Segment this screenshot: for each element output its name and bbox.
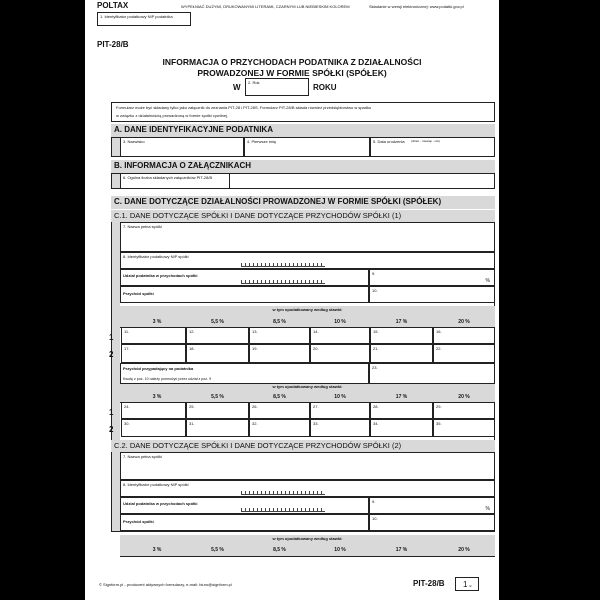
company-share-label: Udział podatnika w przychodach spółki (123, 273, 198, 278)
company2-income-label: Przychód spółki (123, 519, 154, 524)
section-c1-header (111, 210, 495, 222)
rate-17: 17 % (395, 547, 408, 553)
t2-r1-c3[interactable] (249, 402, 310, 419)
cell-num: 24. (124, 404, 130, 409)
title-roku: ROKU (313, 83, 337, 92)
company2-income-field[interactable] (369, 514, 495, 531)
t2-r1-c5[interactable] (370, 402, 433, 419)
company2-nip-field[interactable] (120, 480, 495, 497)
rate-10: 10 % (334, 319, 346, 325)
company2-name-field[interactable] (120, 452, 495, 480)
rate-10: 10 % (334, 547, 346, 553)
percent-sign: % (485, 278, 490, 284)
rate-10: 10 % (334, 394, 346, 400)
cell-num: 12. (189, 329, 195, 334)
t1-r2-c2[interactable] (186, 344, 249, 363)
t2-r1-c4[interactable] (310, 402, 370, 419)
form-page (85, 0, 499, 600)
cell-num: 21. (373, 346, 379, 351)
form-title-line2: PROWADZONEJ W FORMIE SPÓŁKI (SPÓŁEK) (197, 68, 387, 78)
cell-num: 20. (313, 346, 319, 351)
t2-row1-label: 1 (109, 408, 114, 417)
cell-num: 32. (252, 421, 258, 426)
t2-r2-c4[interactable] (310, 419, 370, 437)
intro-line1: Formularz może być składany tylko jako załącznik do zeznania PIT-28 i PIT-28S. Formularz PIT-28/B składa również przedsiębiorstwo w spadku (116, 105, 372, 110)
t2-r2-c6[interactable] (433, 419, 495, 437)
company2-name-label: 7. Nazwa pełna spółki (123, 454, 162, 459)
company-share-row (120, 269, 369, 286)
footer-form-code: PIT-28/B (413, 579, 445, 588)
t1-row1-label: 1 (109, 333, 114, 342)
t1-r2-c4[interactable] (310, 344, 370, 363)
cell-num: 14. (313, 329, 319, 334)
company2-share-num: 9. (372, 499, 376, 504)
company2-income-row (120, 514, 369, 531)
cell-num: 26. (252, 404, 258, 409)
year-field[interactable] (245, 78, 309, 96)
rate-5-5: 5,5 % (211, 319, 224, 325)
first-name-field[interactable] (244, 137, 370, 157)
t1-r1-c2[interactable] (186, 327, 249, 344)
t2-r1-c1[interactable] (121, 402, 186, 419)
attrib-income-label: Przychód przypadający na podatnika (123, 366, 194, 371)
t2-r1-c6[interactable] (433, 402, 495, 419)
cell-num: 31. (189, 421, 195, 426)
form-code: PIT-28/B (97, 40, 129, 49)
rate-8-5: 8,5 % (273, 547, 286, 553)
rate-3: 3 % (152, 547, 162, 553)
rate-3: 3 % (152, 394, 162, 400)
company-share-num: 9. (372, 271, 376, 276)
company2-share-row (120, 497, 369, 514)
section-c2-title: C.2. DANE DOTYCZĄCE SPÓŁKI I DANE DOTYCZĄCE PRZYCHODÓW SPÓŁKI (2) (114, 441, 402, 450)
company-nip-label: 8. Identyfikator podatkowy NIP spółki (123, 254, 189, 259)
t2-r2-c2[interactable] (186, 419, 249, 437)
rate-8-5: 8,5 % (273, 319, 286, 325)
company-name-field[interactable] (120, 222, 495, 252)
t1-r1-c1[interactable] (121, 327, 186, 344)
cell-num: 19. (252, 346, 258, 351)
cell-num: 15. (373, 329, 379, 334)
rates-caption-3: w tym opodatkowany według stawki: (272, 536, 343, 541)
percent-sign: % (485, 506, 490, 512)
rate-5-5: 5,5 % (211, 394, 224, 400)
rate-17: 17 % (395, 319, 408, 325)
attachments-count-field[interactable] (120, 173, 230, 189)
cell-num: 30. (124, 421, 130, 426)
t1-r2-c6[interactable] (433, 344, 495, 363)
t2-r2-c3[interactable] (249, 419, 310, 437)
attrib-income-hint: Kwotę z poz. 10 należy pomnożyć przez udział z poz. 9 (123, 377, 212, 381)
cell-num: 33. (313, 421, 319, 426)
surname-field[interactable] (120, 137, 244, 157)
company-income-label: Przychód spółki (123, 291, 154, 296)
intro-line2: w związku z działalnością prowadzoną w formie spółki cywilnej. (116, 113, 229, 118)
cell-num: 13. (252, 329, 258, 334)
birth-date-hint: (dzień - miesiąc - rok) (411, 139, 440, 143)
nip-field[interactable] (97, 12, 191, 26)
footer-credit: © Signform.pl - producent aktywnych formularzy, e-mail: biuro@signform.pl (99, 582, 232, 587)
cell-num: 28. (373, 404, 379, 409)
rate-5-5: 5,5 % (211, 547, 224, 553)
company2-share-label: Udział podatnika w przychodach spółki (123, 501, 198, 506)
rates-caption-2: w tym opodatkowany według stawki: (272, 384, 343, 389)
attachments-count-label: 6. Ogólna liczba składanych załączników PIT-28/B (123, 175, 213, 180)
page-number-box (455, 577, 479, 591)
section-a-header (111, 124, 495, 137)
rate-17: 17 % (395, 394, 408, 400)
birth-date-field[interactable] (370, 137, 495, 157)
section-c-title: C. DANE DOTYCZĄCE DZIAŁALNOŚCI PROWADZONEJ W FORMIE SPÓŁKI (SPÓŁEK) (114, 197, 442, 206)
company-income-field[interactable] (369, 286, 495, 303)
t1-r1-c3[interactable] (249, 327, 310, 344)
intro-box (111, 102, 495, 122)
section-a-title: A. DANE IDENTYFIKACYJNE PODATNIKA (114, 125, 273, 134)
form-title-line1: INFORMACJA O PRZYCHODACH PODATNIKA Z DZIAŁALNOŚCI (162, 57, 422, 67)
cell-num: 29. (436, 404, 442, 409)
t1-r2-c5[interactable] (370, 344, 433, 363)
title-w: W (233, 83, 241, 92)
rates-caption-1: w tym opodatkowany według stawki: (272, 307, 343, 312)
section-c2-header (111, 440, 495, 452)
page-total: /2 (469, 584, 472, 588)
section-c1-title: C.1. DANE DOTYCZĄCE SPÓŁKI I DANE DOTYCZĄCE PRZYCHODÓW SPÓŁKI (1) (114, 211, 402, 220)
t1-r1-c4[interactable] (310, 327, 370, 344)
online-notice: Składanie w wersji elektronicznej: www.podatki.gov.pl (369, 4, 464, 9)
rate-20: 20 % (458, 394, 470, 400)
t1-r1-c6[interactable] (433, 327, 495, 344)
company-income-row (120, 286, 369, 303)
company2-income-num: 10. (372, 516, 378, 521)
cell-num: 22. (436, 346, 442, 351)
section-b-title: B. INFORMACJA O ZAŁĄCZNIKACH (114, 161, 252, 170)
cell-num: 35. (436, 421, 442, 426)
attrib-income-num: 23. (372, 365, 378, 370)
attrib-income-row (120, 363, 369, 384)
surname-label: 3. Nazwisko (123, 139, 145, 144)
cell-num: 34. (373, 421, 379, 426)
t1-r2-c1[interactable] (121, 344, 186, 363)
brand-logo: POLTAX (97, 1, 129, 10)
fill-notice: WYPEŁNIAĆ DUŻYMI, DRUKOWANYMI LITERAMI, CZARNYM LUB NIEBIESKIM KOLOREM (181, 4, 350, 9)
cell-num: 18. (189, 346, 195, 351)
t2-r2-c5[interactable] (370, 419, 433, 437)
nip-label: 1. Identyfikator podatkowy NIP podatnika (100, 14, 173, 19)
company2-share-field[interactable] (369, 497, 495, 514)
company-nip-field[interactable] (120, 252, 495, 269)
cell-num: 17. (124, 346, 130, 351)
cell-num: 27. (313, 404, 319, 409)
cell-num: 25. (189, 404, 195, 409)
t1-r1-c5[interactable] (370, 327, 433, 344)
company-name-label: 7. Nazwa pełna spółki (123, 224, 162, 229)
rate-8-5: 8,5 % (273, 394, 286, 400)
rate-3: 3 % (152, 319, 162, 325)
t2-r1-c2[interactable] (186, 402, 249, 419)
t2-r2-c1[interactable] (121, 419, 186, 437)
cell-num: 11. (124, 329, 130, 334)
birth-date-label: 5. Data urodzenia (373, 139, 405, 144)
t2-row2-label: 2 (109, 425, 114, 434)
first-name-label: 4. Pierwsze imię (247, 139, 277, 144)
company-share-field[interactable] (369, 269, 495, 286)
rate-20: 20 % (458, 547, 470, 553)
company2-nip-label: 8. Identyfikator podatkowy NIP spółki (123, 482, 189, 487)
section-c-header (111, 196, 495, 209)
year-label: 2. Rok (248, 80, 260, 85)
company-income-num: 10. (372, 288, 378, 293)
t1-row2-label: 2 (109, 350, 114, 359)
page-number: 1 (463, 580, 468, 589)
rate-20: 20 % (458, 319, 470, 325)
cell-num: 16. (436, 329, 442, 334)
section-b-header (111, 160, 495, 173)
attrib-income-field[interactable] (369, 363, 495, 384)
t1-r2-c3[interactable] (249, 344, 310, 363)
